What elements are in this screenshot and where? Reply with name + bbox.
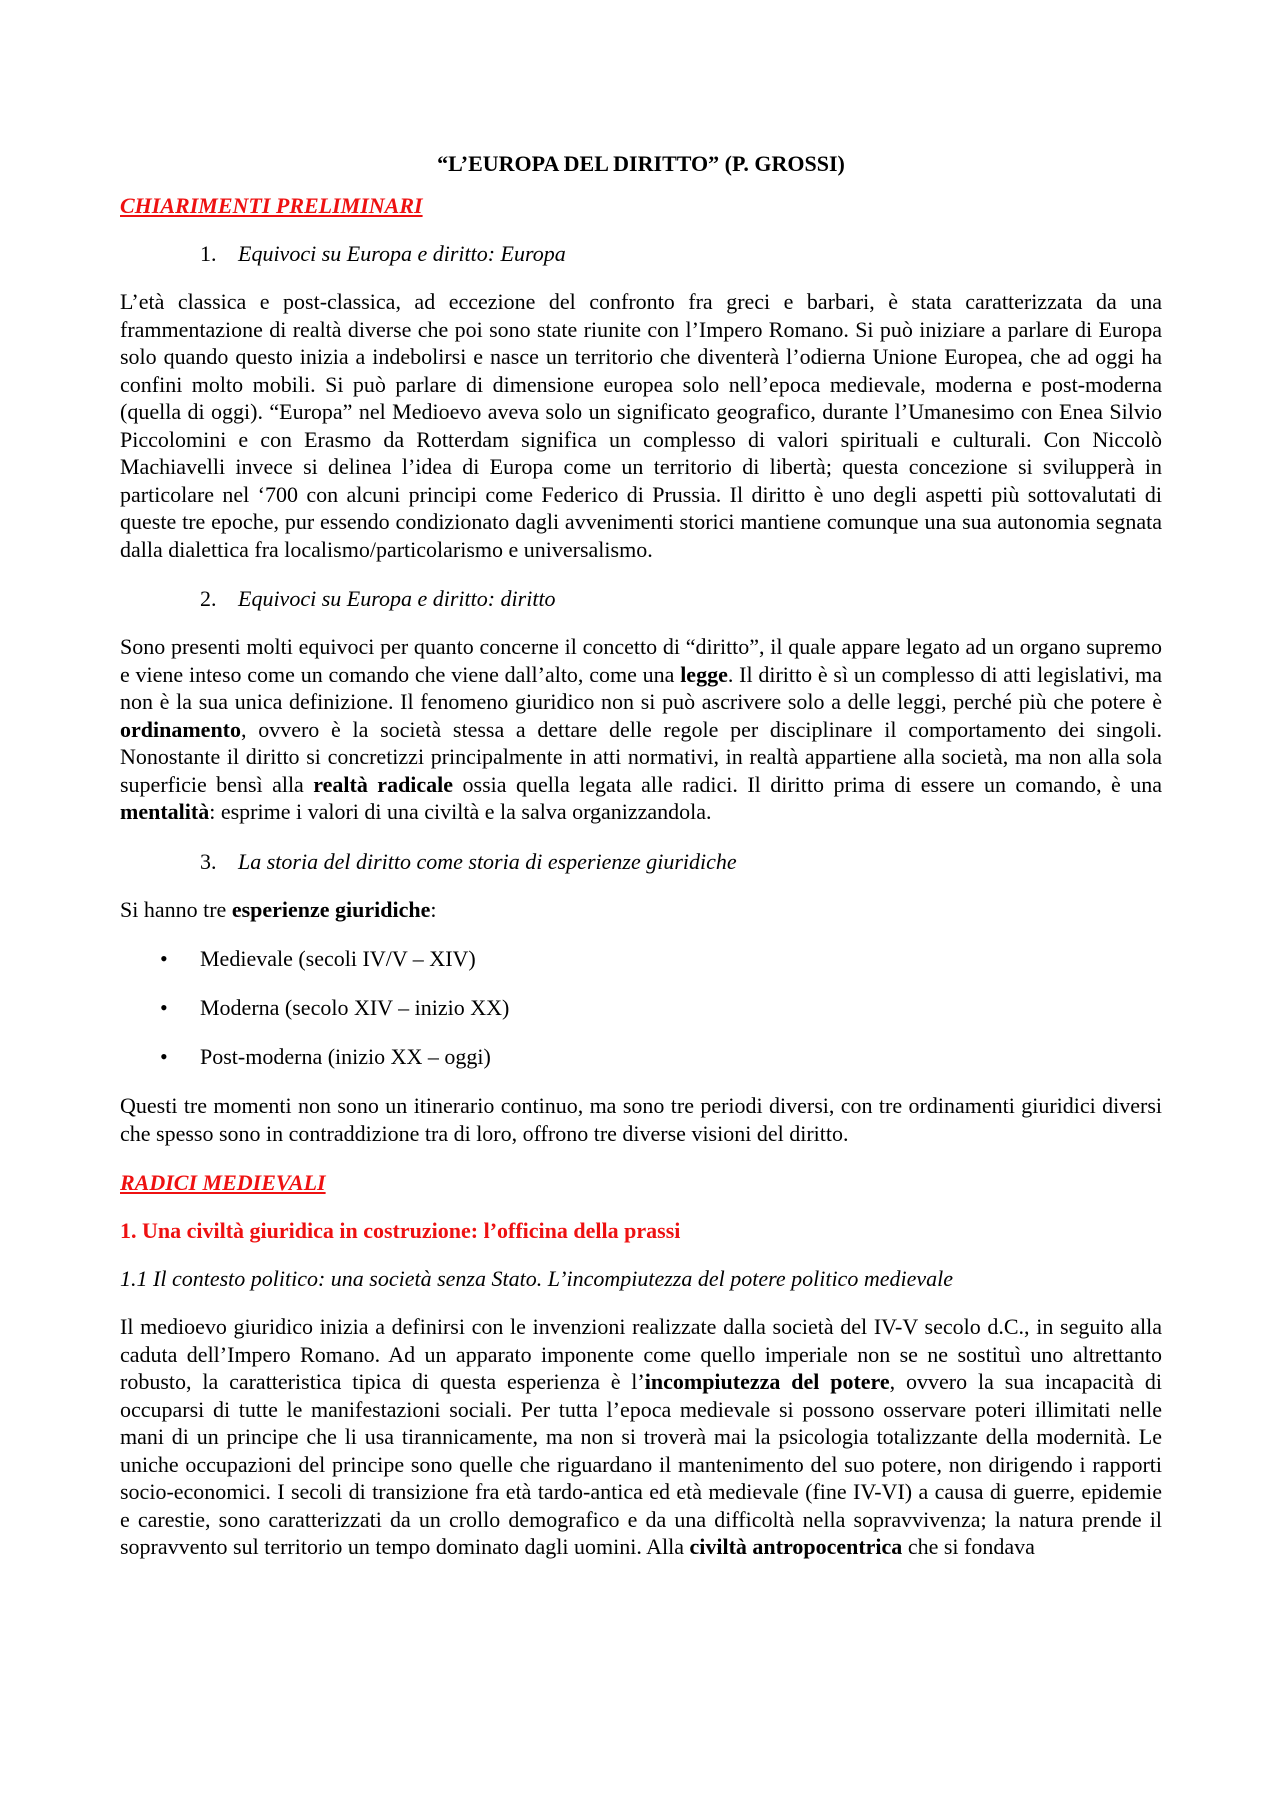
text-run: Si hanno tre <box>120 896 232 922</box>
heading-text: La storia del diritto come storia di esperienze giuridiche <box>238 848 737 874</box>
bullet-icon: • <box>160 1044 168 1069</box>
bold-term-realta-radicale: realtà radicale <box>313 771 454 797</box>
document-title: “L’EUROPA DEL DIRITTO” (P. GROSSI) <box>437 151 845 176</box>
bold-term-mentalita: mentalità <box>120 799 210 824</box>
paragraph-esperienze-closing: Questi tre momenti non sono un itinerario continuo, ma sono tre periodi diversi, con tre ordinamenti giuridici diversi che spesso sono in contraddizione tra di loro, offrono tre diverse visioni del diritto. <box>120 1093 1162 1146</box>
text-run: : esprime i valori di una civiltà e la salva organizzandola. <box>209 799 712 824</box>
text-run: Sono presenti molti equivoci per quanto concerne il concetto di “diritto”, il quale appare legato ad un organo supremo e viene inteso come un comando che viene dall’alto, come una <box>120 634 1162 687</box>
subsubheading-contesto-politico: 1.1 Il contesto politico: una società senza Stato. L’incompiutezza del potere politico medievale <box>120 1266 953 1291</box>
heading-number: 1. <box>200 241 217 266</box>
list-item-text: Post-moderna (inizio XX – oggi) <box>200 1044 491 1069</box>
heading-text: Equivoci su Europa e diritto: diritto <box>238 586 556 611</box>
bold-term-esperienze-giuridiche: esperienze giuridiche <box>231 896 431 922</box>
list-item-text: Medievale (secoli IV/V – XIV) <box>200 946 476 971</box>
list-item <box>120 1043 1162 1071</box>
paragraph-medioevo <box>120 1313 1162 1561</box>
bold-term-incompiutezza: incompiutezza del potere <box>644 1369 890 1394</box>
bold-term-ordinamento: ordinamento <box>120 716 241 742</box>
text-run: Il medioevo giuridico inizia a definirsi con le invenzioni realizzate dalla società del IV-V secolo d.C., in seguito alla caduta dell’Impero Romano. Ad un apparato imponente come quello imperiale non se ne sostituì uno altrettanto robusto, la caratteristica tipica di questa esperienza è l’ <box>120 1314 1162 1394</box>
paragraph-diritto <box>120 633 1162 826</box>
section-heading-chiarimenti: CHIARIMENTI PRELIMINARI <box>120 193 423 218</box>
numbered-heading-2 <box>200 585 1162 613</box>
text-run: , ovvero la sua incapacità di occuparsi di tutte le manifestazioni sociali. Per tutta l’epoca medievale si possono osservare poteri illimitati nelle mani di un principe che li usa tirannicamente, ma non si troverà mai la psicologia totalizzante della modernità. Le uniche occupazioni del principe sono quelle che riguardano il mantenimento del suo potere, non dirigendo i rapporti socio-economici. I secoli di transizione fra età tardo-antica ed età medievale (fine IV-VI) a causa di guerre, epidemie e carestie, sono caratterizzati da un crollo demografico e da una difficoltà nella sopravvivenza; la natura prende il sopravvento sul territorio un tempo dominato dagli uomini. Alla <box>120 1369 1162 1559</box>
heading-text: Equivoci su Europa e diritto: Europa <box>238 241 566 266</box>
text-run: . Il diritto è sì un complesso di atti legislativi, ma non è la sua unica definizione. Il fenomeno giuridico non si può ascrivere solo a delle leggi, perché più che potere è <box>120 661 1163 714</box>
experiences-list <box>120 945 1162 1071</box>
numbered-heading-1 <box>200 240 1162 268</box>
text-run: , ovvero è la società stessa a dettare delle regole per disciplinare il comportamento dei singoli. Nonostante il diritto si concretizzi principalmente in atti normativi, in realtà appartiene alla società, ma non alla sola superficie bensì alla <box>120 716 1162 797</box>
subheading-civilta-giuridica: 1. Una civiltà giuridica in costruzione: l’officina della prassi <box>120 1218 681 1243</box>
list-item <box>120 945 1162 973</box>
bold-term-legge: legge <box>680 661 728 687</box>
heading-number: 2. <box>200 586 217 611</box>
bold-term-civilta-antropocentrica: civiltà antropocentrica <box>689 1534 903 1559</box>
bullet-icon: • <box>160 995 168 1020</box>
paragraph-europa: L’età classica e post-classica, ad eccezione del confronto fra greci e barbari, è stata caratterizzata da una frammentazione di realtà diverse che poi sono state riunite con l’Impero Romano. Si può iniziare a parlare di Europa solo quando questo inizia a indebolirsi e nasce un territorio che diventerà l’odierna Unione Europea, che ad oggi ha confini molto mobili. Si può parlare di dimensione europea solo nell’epoca medievale, moderna e post-moderna (quella di oggi). “Europa” nel Medioevo aveva solo un significato geografico, durante l’Umanesimo con Enea Silvio Piccolomini e con Erasmo da Rotterdam significa un complesso di valori spirituali e culturali. Con Niccolò Machiavelli invece si delinea l’idea di Europa come un territorio di libertà; questa concezione si svilupperà in particolare nel ‘700 con alcuni principi come Federico di Prussia. Il diritto è uno degli aspetti più sottovalutati di queste tre epoche, pur essendo condizionato dagli avvenimenti storici mantiene comunque una sua autonomia segnata dalla dialettica fra localismo/particolarismo e universalismo. <box>120 289 1162 562</box>
list-item <box>120 994 1162 1022</box>
heading-number: 3. <box>200 848 217 874</box>
paragraph-esperienze-intro <box>120 896 1162 924</box>
text-run: ossia quella legata alle radici. Il diritto prima di essere un comando, è una <box>453 771 1162 797</box>
numbered-heading-3 <box>200 848 1162 876</box>
section-heading-radici: RADICI MEDIEVALI <box>120 1170 326 1195</box>
text-run: che si fondava <box>902 1534 1035 1559</box>
bullet-icon: • <box>160 946 168 971</box>
document-page <box>120 150 1162 1583</box>
list-item-text: Moderna (secolo XIV – inizio XX) <box>200 995 510 1020</box>
text-run: : <box>430 896 437 922</box>
